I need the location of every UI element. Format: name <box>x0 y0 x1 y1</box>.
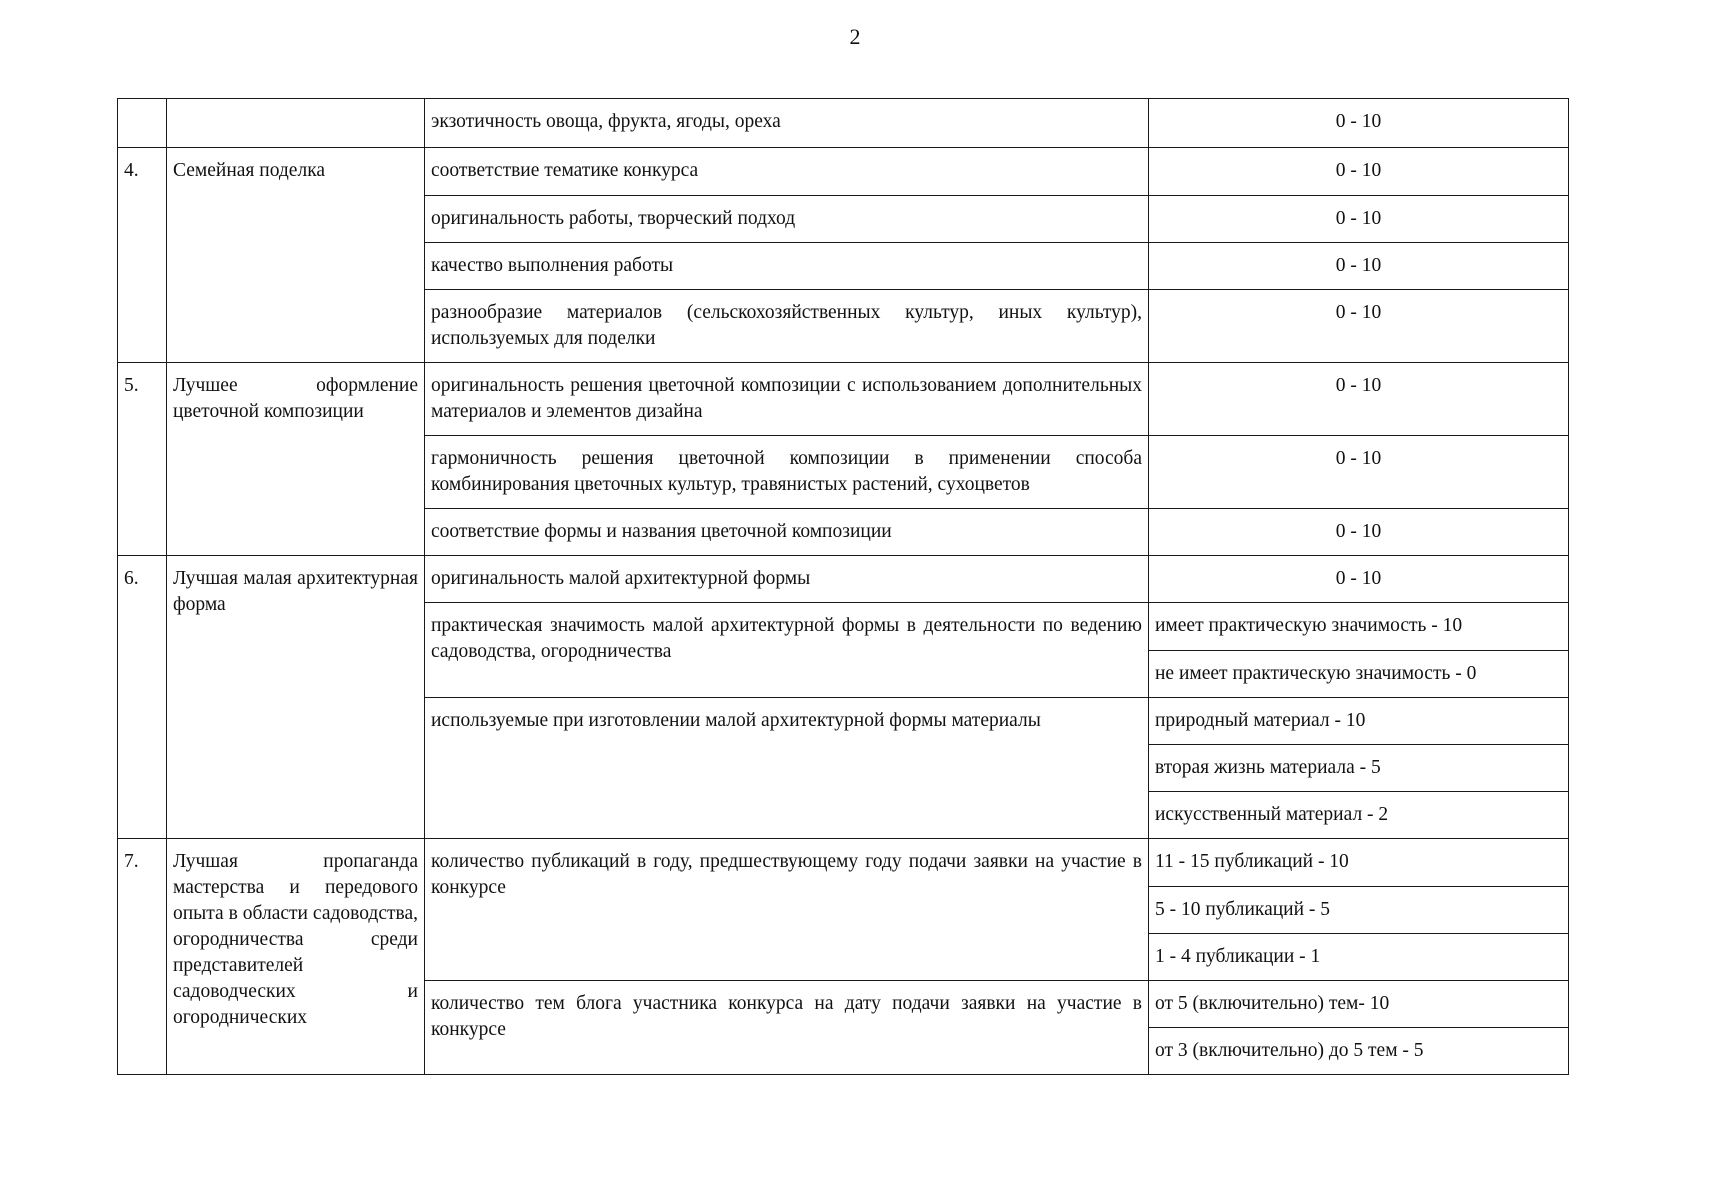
table-row <box>118 99 1569 148</box>
row-number: 5. <box>118 363 167 556</box>
criterion-cell: гармоничность решения цветочной композиции в применении способа комбинирования цветочных культур, травянистых растений, сухоцветов <box>425 436 1149 509</box>
score-cell: вторая жизнь материала - 5 <box>1149 745 1569 792</box>
score-cell: искусственный материал - 2 <box>1149 792 1569 839</box>
criterion-cell: соответствие тематике конкурса <box>425 148 1149 196</box>
table-row <box>118 363 1569 436</box>
row-number: 6. <box>118 556 167 839</box>
score-cell: природный материал - 10 <box>1149 698 1569 745</box>
nomination-cell: Лучшее оформление цветочной композиции <box>167 363 425 556</box>
criterion-cell: количество тем блога участника конкурса на дату подачи заявки на участие в конкурсе <box>425 981 1149 1075</box>
score-cell: 0 - 10 <box>1149 290 1569 363</box>
criterion-cell: практическая значимость малой архитектурной формы в деятельности по ведению садоводства, огородничества <box>425 603 1149 698</box>
page-number: 2 <box>849 24 861 49</box>
score-cell: 0 - 10 <box>1149 196 1569 243</box>
criterion-cell: оригинальность решения цветочной композиции с использованием дополнительных материалов и элементов дизайна <box>425 363 1149 436</box>
score-cell: 1 - 4 публикации - 1 <box>1149 934 1569 981</box>
criterion-cell: качество выполнения работы <box>425 243 1149 290</box>
criterion-cell: разнообразие материалов (сельскохозяйственных культур, иных культур), используемых для поделки <box>425 290 1149 363</box>
score-cell: от 3 (включительно) до 5 тем - 5 <box>1149 1028 1569 1075</box>
nomination-cell: Семейная поделка <box>167 148 425 363</box>
score-cell: имеет практическую значимость - 10 <box>1149 603 1569 651</box>
score-cell: 0 - 10 <box>1149 243 1569 290</box>
score-cell: 11 - 15 публикаций - 10 <box>1149 839 1569 887</box>
score-cell: 0 - 10 <box>1149 436 1569 509</box>
score-cell: 0 - 10 <box>1149 509 1569 556</box>
row-number: 4. <box>118 148 167 363</box>
nomination-cell: Лучшая малая архитектурная форма <box>167 556 425 839</box>
table-row <box>118 148 1569 196</box>
score-cell: 0 - 10 <box>1149 148 1569 196</box>
criterion-cell: оригинальность работы, творческий подход <box>425 196 1149 243</box>
criterion-cell: оригинальность малой архитектурной формы <box>425 556 1149 603</box>
nomination-cell: Лучшая пропаганда мастерства и передового опыта в области садоводства, огородничества среди представителей садоводческих и огороднических <box>167 839 425 1075</box>
table-row <box>118 556 1569 603</box>
score-cell: от 5 (включительно) тем- 10 <box>1149 981 1569 1028</box>
row-number <box>118 99 167 148</box>
criterion-cell: соответствие формы и названия цветочной композиции <box>425 509 1149 556</box>
score-cell: 0 - 10 <box>1149 556 1569 603</box>
criterion-cell: количество публикаций в году, предшествующему году подачи заявки на участие в конкурсе <box>425 839 1149 981</box>
score-cell: 0 - 10 <box>1149 363 1569 436</box>
score-cell: 0 - 10 <box>1149 99 1569 148</box>
criterion-cell: используемые при изготовлении малой архитектурной формы материалы <box>425 698 1149 839</box>
criteria-table <box>117 98 1569 1075</box>
row-number: 7. <box>118 839 167 1075</box>
table-row <box>118 839 1569 887</box>
criterion-cell: экзотичность овоща, фрукта, ягоды, ореха <box>425 99 1149 148</box>
criteria-table-body <box>118 99 1569 1075</box>
nomination-cell <box>167 99 425 148</box>
score-cell: 5 - 10 публикаций - 5 <box>1149 887 1569 934</box>
score-cell: не имеет практическую значимость - 0 <box>1149 651 1569 698</box>
